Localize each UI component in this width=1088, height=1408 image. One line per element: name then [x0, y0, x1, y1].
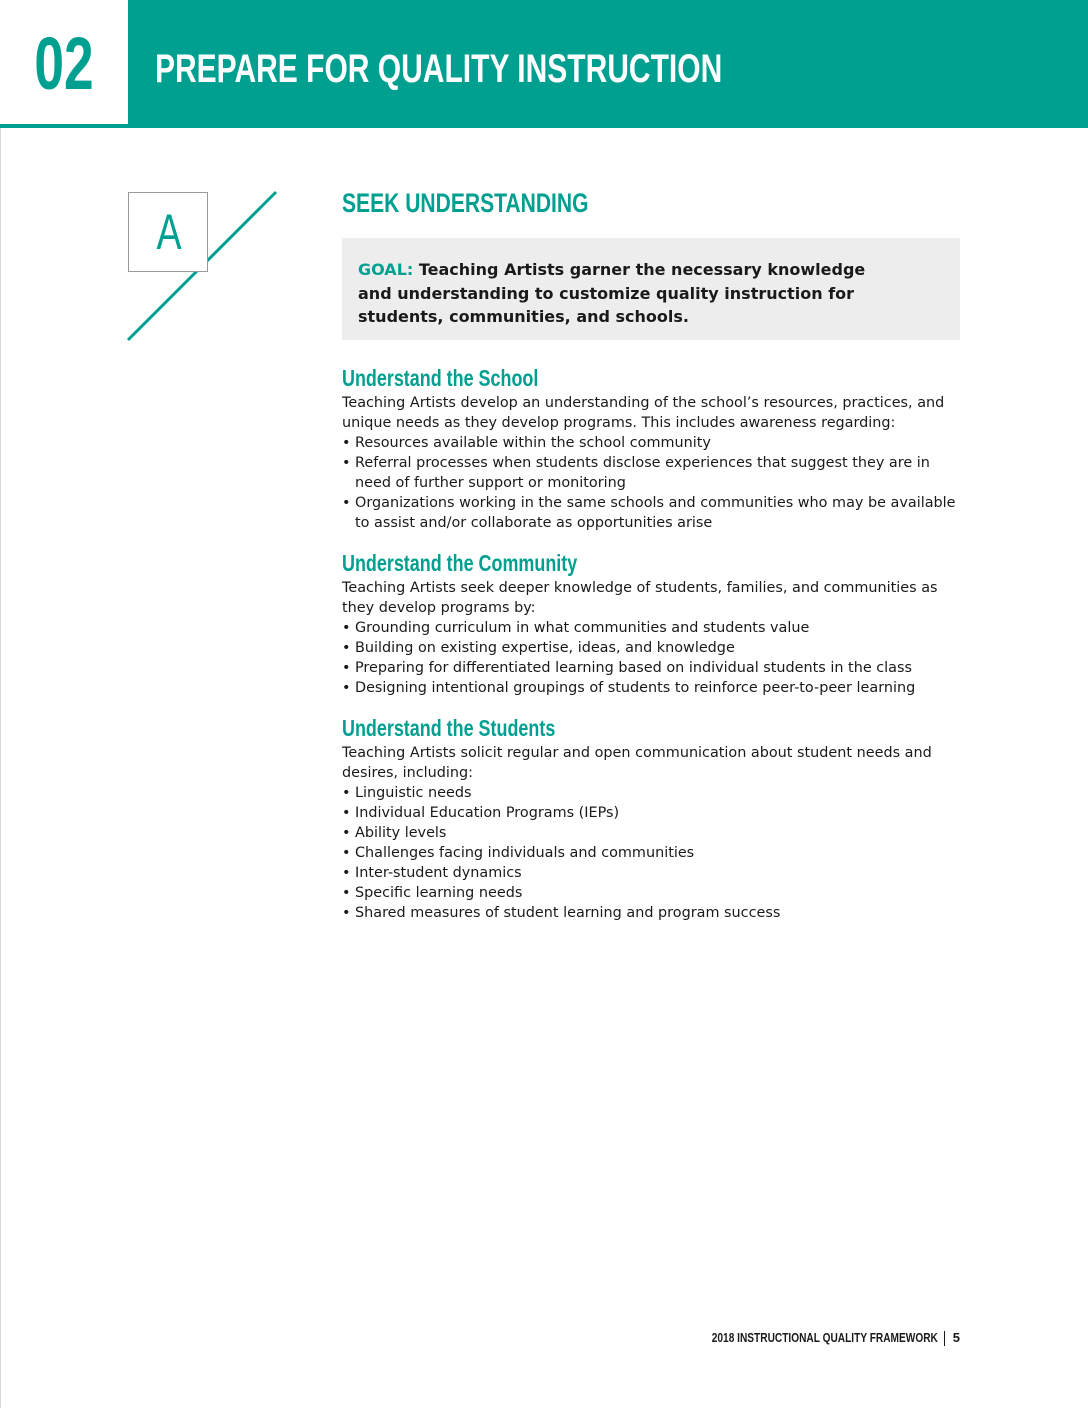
list-item: • Grounding curriculum in what communities and students value — [342, 620, 810, 636]
list-item: • Organizations working in the same schools and communities who may be available to assist and/or collaborate as opportunities arise — [342, 495, 956, 531]
subsection-title: Understand the Community — [342, 550, 578, 576]
chapter-number: 02 — [34, 22, 94, 105]
list-item: • Ability levels — [342, 825, 447, 841]
page-footer — [648, 1330, 960, 1346]
section-letter: A — [156, 204, 182, 260]
subsection-title: Understand the Students — [342, 715, 556, 741]
goal-label: GOAL: — [358, 260, 414, 279]
page-edge-line — [0, 128, 1, 1408]
list-item: • Referral processes when students disclose experiences that suggest they are in need of further support or monitoring — [342, 455, 930, 491]
list-item: • Resources available within the school community — [342, 435, 711, 451]
list-item: • Challenges facing individuals and communities — [342, 845, 695, 861]
section-letter-box — [128, 192, 208, 272]
footer-doc-title: 2018 INSTRUCTIONAL QUALITY FRAMEWORK — [711, 1330, 938, 1345]
page-number: 5 — [952, 1330, 960, 1345]
list-item: • Inter-student dynamics — [342, 865, 522, 881]
subsection-community — [342, 548, 962, 698]
footer-divider — [944, 1331, 945, 1346]
chapter-title: PREPARE FOR QUALITY INSTRUCTION — [155, 47, 723, 91]
subsection-school — [342, 363, 962, 533]
list-item: • Individual Education Programs (IEPs) — [342, 805, 620, 821]
section-title: SEEK UNDERSTANDING — [342, 188, 589, 218]
goal-text: Teaching Artists garner the necessary knowledge and understanding to customize quality instruction for students, communities, and schools. — [358, 260, 866, 326]
subsection-students — [342, 713, 962, 923]
list-item: • Designing intentional groupings of students to reinforce peer-to-peer learning — [342, 680, 916, 696]
list-item: • Linguistic needs — [342, 785, 472, 801]
list-item: • Specific learning needs — [342, 885, 523, 901]
list-item: • Building on existing expertise, ideas, and knowledge — [342, 640, 735, 656]
goal-statement — [358, 258, 878, 329]
list-item: • Preparing for differentiated learning based on individual students in the class — [342, 660, 912, 676]
list-item: • Shared measures of student learning and program success — [342, 905, 781, 921]
chapter-number-box — [0, 0, 128, 124]
goal-box — [342, 238, 960, 340]
subsection-intro: Teaching Artists solicit regular and open communication about student needs and desires, including: — [342, 745, 932, 781]
subsection-title: Understand the School — [342, 365, 539, 391]
subsection-intro: Teaching Artists develop an understanding of the school’s resources, practices, and unique needs as they develop programs. This includes awareness regarding: — [342, 395, 945, 431]
subsection-intro: Teaching Artists seek deeper knowledge of students, families, and communities as they develop programs by: — [342, 580, 938, 616]
